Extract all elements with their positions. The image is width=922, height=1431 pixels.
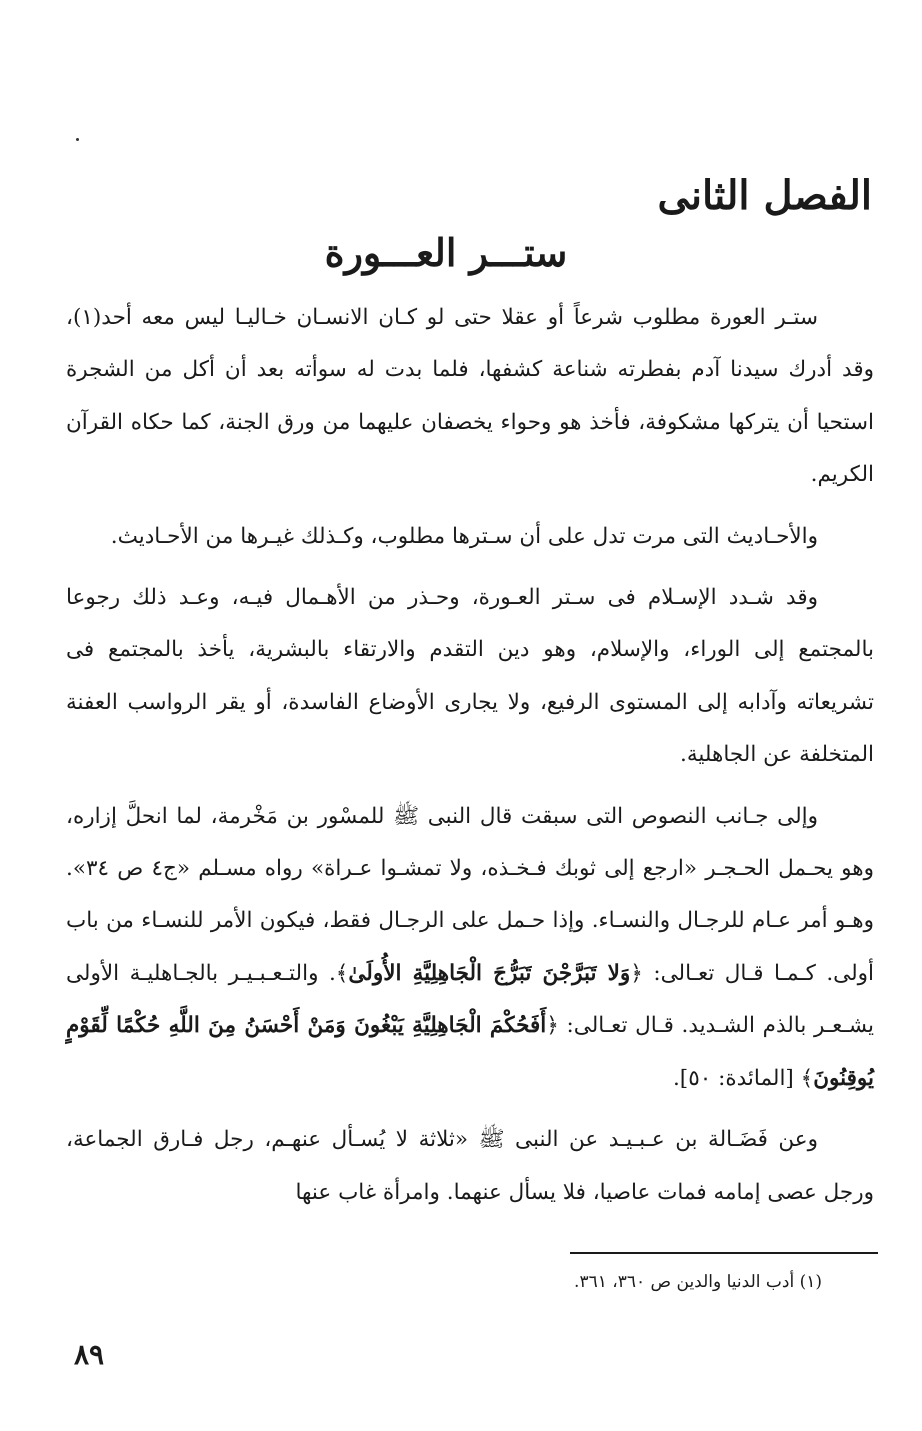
paragraph-4-text-3: ﴾ [المائدة: ٥٠]. [672,1065,814,1091]
quran-verse-2: أَفَحُكْمَ الْجَاهِلِيَّةِ يَبْغُونَ وَمَنْ أَحْسَنُ مِنَ اللَّهِ حُكْمًا لِّقَوْمٍ يُوقِنُونَ [66,1013,874,1091]
paragraph-4 [66,791,874,1105]
paragraph-5: وعن فَضَـالة بن عـبـيـد عن النبى ﷺ «ثلاثة لا يُسـأل عنهـم، رجل فـارق الجماعة، ورجل عصى إمامه فمات عاصيا، فلا يسأل عنهما. وامرأة غاب عنها [66,1127,874,1205]
quran-verse-1: وَلا تَبَرَّجْنَ تَبَرُّجَ الْجَاهِلِيَّةِ الأُولَىٰ [348,960,631,986]
paragraph-2: والأحـاديث التى مرت تدل على أن سـترها مطلوب، وكـذلك غيـرها من الأحـاديث. [110,523,818,549]
paragraph-1: ستـر العورة مطلوب شرعاً أو عقلا حتى لو كـان الانسـان خـاليـا ليس معه أحد(١)، وقد أدرك سيدنا آدم بفطرته شناعة كشفها، فلما بدت له سوأته بعد أن أكل من الشجرة استحيا أن يتركها مشكوفة، فأخذ هو وحواء يخصفان عليهما من ورق الجنة، كما حكاه القرآن الكريم. [66,305,874,488]
print-speck [76,138,79,141]
paragraph-4-text-1: وإلى جـانب النصوص التى سبقت قال النبى ﷺ للمسْور بن مَخْرمة، لما انحلَّ إزاره، وهو يحـمل الحـجـر «ارجع إلى ثوبك فـخـذه، ولا تمشـوا عـراة» رواه مسـلم «ج٤ ص ٣٤». وهـو أمر عـام للرجـال والنسـاء. وإذا حـمل على الرجـال فقط، فيكون الأمر للنسـاء من باب أولى. كـمـا قـال تعـالى: ﴿ [66,803,874,986]
paragraph-3: وقد شـدد الإسـلام فى سـتر العـورة، وحـذر من الأهـمال فيـه، وعـد ذلك رجوعا بالمجتمع إلى الوراء، والإسلام، وهو دين التقدم والارتقاء بالبشرية، يأخذ بالمجتمع فى تشريعاته وآدابه إلى المستوى الرفيع، ولا يجارى الأوضاع الفاسدة، أو يقر الرواسب العفنة المتخلفة عن الجاهلية. [66,585,874,768]
paragraph-4-text-2: ﴾. والتـعـبـيـر بالجـاهليـة الأولى يشـعـر بالذم الشـديد. قـال تعـالى: ﴿ [66,960,874,1039]
footnote-divider [570,1252,878,1254]
chapter-title: الفصل الثانى [657,172,872,219]
page-body [66,292,874,1228]
footnote: (١) أدب الدنيا والدين ص ٣٦٠، ٣٦١. [574,1272,822,1292]
section-title: ستـــر العـــورة [324,230,568,275]
page-number: ٨٩ [74,1338,105,1371]
